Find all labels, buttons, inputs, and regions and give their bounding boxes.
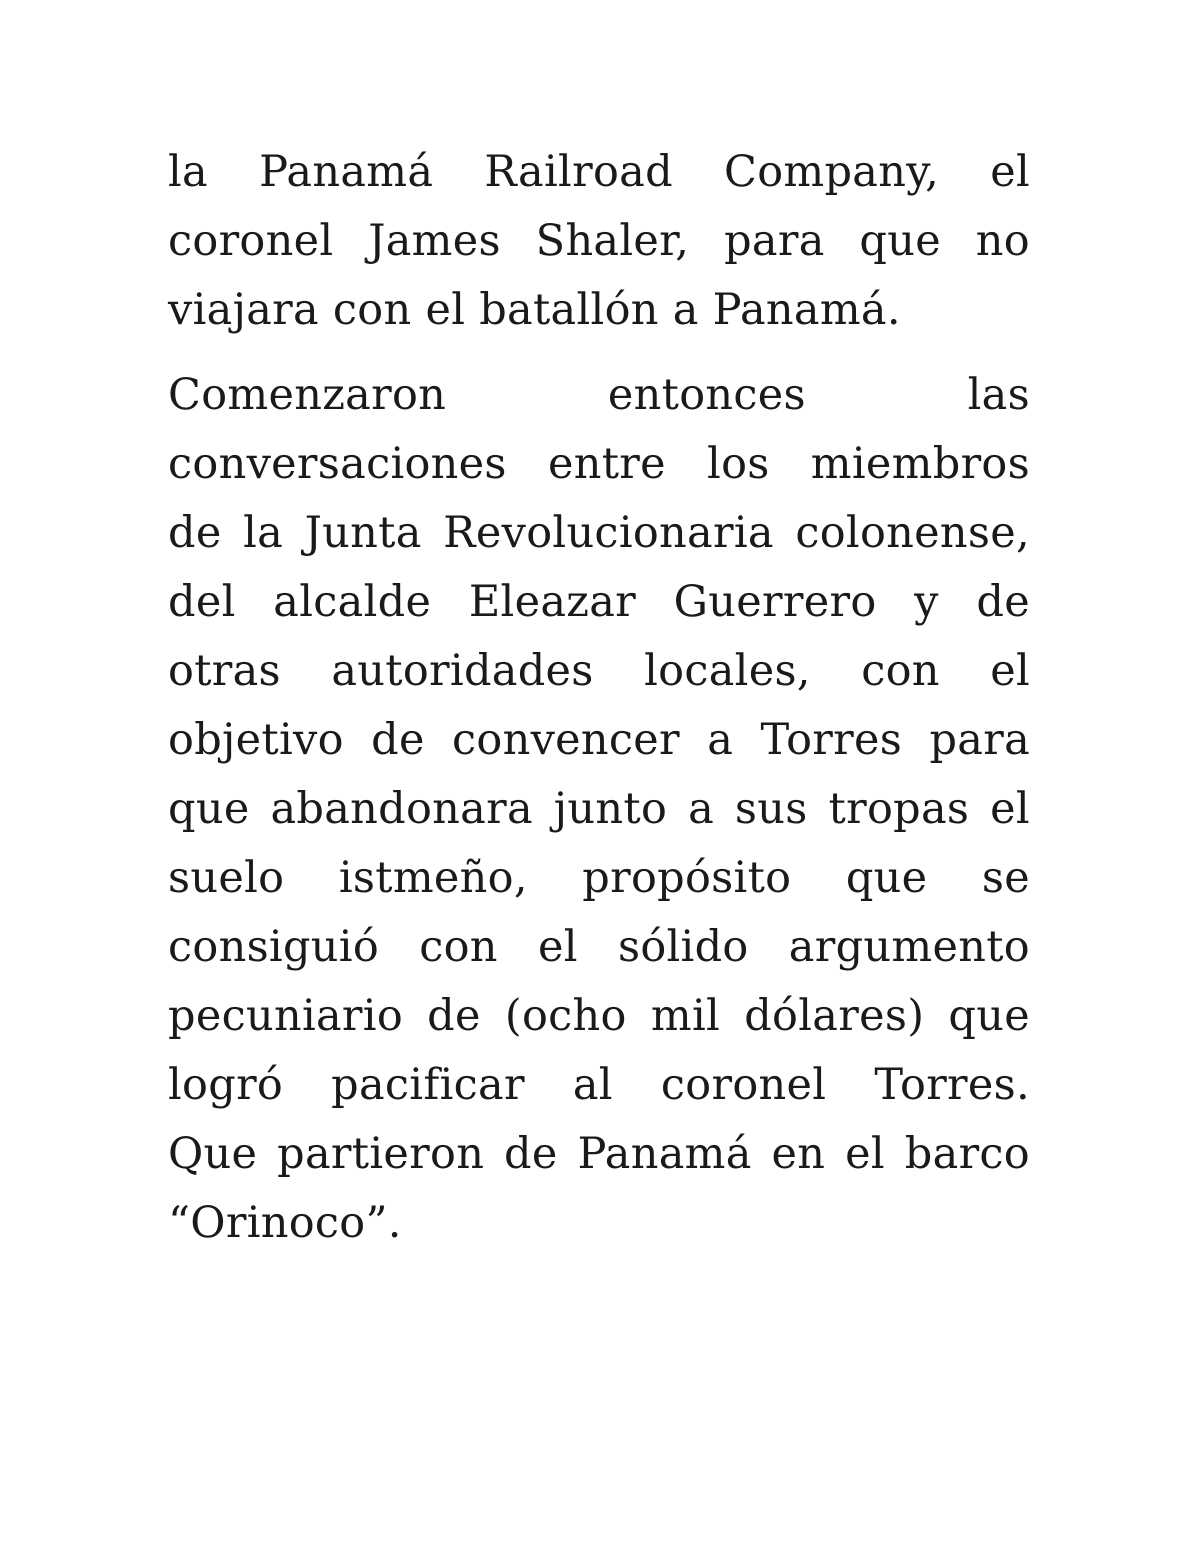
paragraph-line: viajara con el batallón a Panamá.: [168, 285, 901, 335]
paragraph-line: suelo istmeño, propósito que se: [168, 853, 1030, 903]
paragraph-line: pecuniario de (ocho mil dólares) que: [168, 991, 1030, 1041]
paragraph-line: consiguió con el sólido argumento: [168, 922, 1030, 972]
paragraph-line: de la Junta Revolucionaria colonense,: [168, 508, 1030, 558]
paragraph-2: [168, 361, 1030, 1258]
paragraph-line: coronel James Shaler, para que no: [168, 216, 1030, 266]
paragraph-line: objetivo de convencer a Torres para: [168, 715, 1030, 765]
paragraph-1: [168, 138, 1030, 345]
paragraph-line: la Panamá Railroad Company, el: [168, 147, 1030, 197]
paragraph-line: que abandonara junto a sus tropas el: [168, 784, 1030, 834]
paragraph-line: conversaciones entre los miembros: [168, 439, 1030, 489]
body-text: [168, 138, 1030, 1258]
paragraph-spacer: [168, 345, 1030, 361]
paragraph-line: logró pacificar al coronel Torres.: [168, 1060, 1030, 1110]
paragraph-line: del alcalde Eleazar Guerrero y de: [168, 577, 1030, 627]
paragraph-line: otras autoridades locales, con el: [168, 646, 1030, 696]
paragraph-line: Que partieron de Panamá en el barco: [168, 1129, 1030, 1179]
paragraph-line: Comenzaron entonces las: [168, 370, 1030, 420]
paragraph-line: “Orinoco”.: [168, 1198, 402, 1248]
